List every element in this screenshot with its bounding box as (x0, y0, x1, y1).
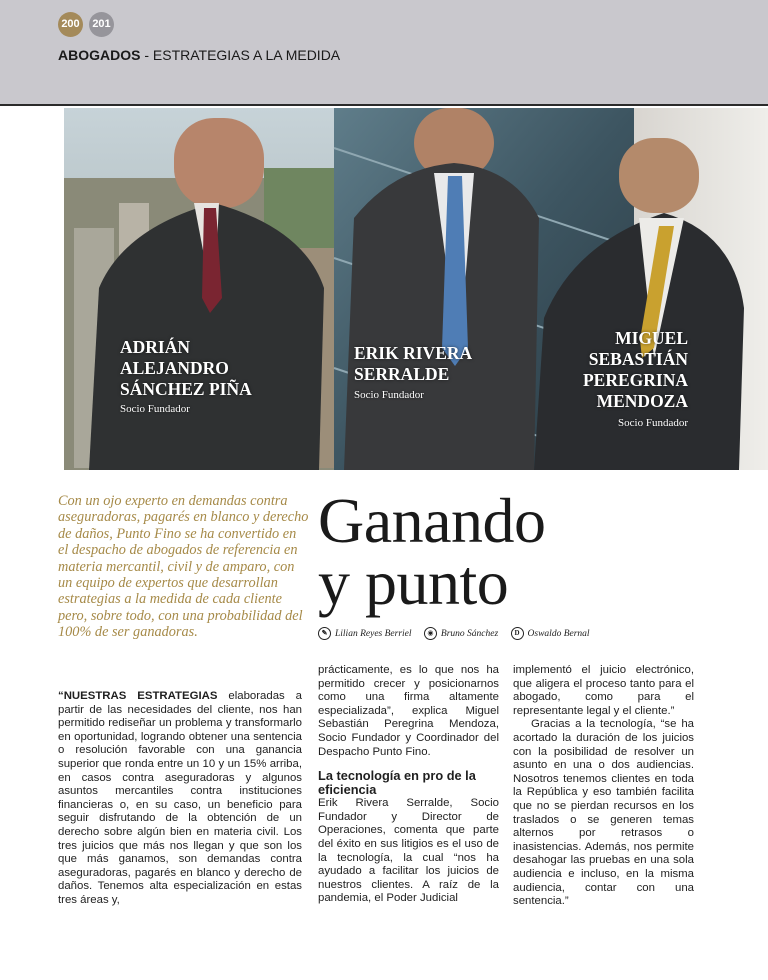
article-title (318, 485, 738, 618)
section-label-rest: - ESTRATEGIAS A LA MEDIDA (140, 47, 341, 63)
person-3-name-line: MENDOZA (596, 391, 688, 411)
article-title-line-1: Ganando (318, 485, 546, 556)
person-3-role: Socio Fundador (618, 417, 688, 429)
person-1-name-line: ALEJANDRO (120, 358, 229, 378)
body-paragraph: prácticamente, es lo que nos ha permitido crecer y posicionarnos como una firma altamente especializada”, explica Miguel Sebastián Peregrina Mendoza, Socio Fundador y Coordinador del Despacho Punto Fino. (318, 664, 499, 758)
body-paragraph: Gracias a la tecnología, “se ha acortado la duración de los juicios con la posibilidad de resolver un asunto en una o dos audiencias. Nosotros tenemos clientes en toda la República y eso también facilita que no se pierdan recursos en los traslados o se generen temas alternos por retrasos o inasistencias. Además, nos permite desahogar las pruebas en una sola audiencia e incluso, en la misma audiencia, contar con una sentencia.” (513, 718, 694, 908)
person-1-name (120, 337, 252, 400)
person-2-name (354, 343, 472, 385)
camera-icon: ◉ (424, 627, 437, 640)
body-column-1 (58, 690, 302, 908)
credit-photographer-name: Bruno Sánchez (440, 628, 499, 639)
person-1-role: Socio Fundador (120, 403, 190, 415)
person-1-name-line: ADRIÁN (120, 337, 190, 357)
section-label-bold: ABOGADOS (58, 47, 141, 63)
person-2-role: Socio Fundador (354, 389, 424, 401)
team-photo-illustration (64, 108, 768, 470)
body-text: elaboradas a partir de las necesidades del cliente, nos han permitido rediseñar un problema y transformarlo en oportunidad, logrando obtener una sentencia o resolución favorable con una ganancia superior que ronda entre un 10 y un 15% arriba, en casos contra aseguradoras y algunos asuntos mercantiles contra instituciones financieras o, en su caso, un beneficio para seguir disfrutando de la obtención de un derecho sobre algún bien en materia civil. Los tres juicios que más nos llegan y que son los que más ganamos, son demandas contra aseguradoras, pagarés en blanco y derecho de daños. Tenemos alta especialización en estas tres áreas y, (58, 690, 302, 906)
page-header (0, 0, 768, 106)
person-3-name-line: MIGUEL (615, 328, 688, 348)
credit-designer (511, 627, 590, 640)
person-2-name-line: SERRALDE (354, 364, 450, 384)
person-2-name-line: ERIK RIVERA (354, 343, 473, 363)
team-photo (64, 108, 768, 470)
design-icon: D (511, 627, 524, 640)
section-label (58, 47, 340, 63)
credit-designer-name: Oswaldo Bernal (527, 628, 590, 639)
page-number-left: 200 (58, 12, 83, 37)
credit-photographer (424, 627, 498, 640)
body-lead-in: “NUESTRAS ESTRATEGIAS (58, 690, 218, 702)
person-3-name-line: SEBASTIÁN (588, 349, 688, 369)
body-paragraph: implementó el juicio electrónico, que aligera el proceso tanto para el abogado, como para el representante legal y el cliente.” (513, 664, 694, 717)
body-paragraph (58, 690, 302, 908)
article-title-line-2: y punto (318, 547, 509, 618)
body-column-3 (513, 664, 694, 909)
body-paragraph: Erik Rivera Serralde, Socio Fundador y Director de Operaciones, comenta que parte del éxito en sus litigios es el uso de la tecnología, la cual “nos ha ayudado a facilitar los juicios de nuestros clientes. A raíz de la pandemia, el Poder Judicial (318, 797, 499, 905)
subheading: La tecnología en pro de la eficiencia (318, 768, 476, 797)
person-3-name-line: PEREGRINA (582, 370, 688, 390)
pencil-icon: ✎ (318, 627, 331, 640)
person-1-name-line: SÁNCHEZ PIÑA (120, 379, 252, 399)
person-3-name (583, 328, 688, 412)
body-column-2 (318, 664, 499, 906)
credit-writer-name: Lilian Reyes Berriel (335, 628, 412, 639)
lead-paragraph: Con un ojo experto en demandas contra aseguradoras, pagarés en blanco y derecho de daños, Punto Fino se ha convertido en el despacho de abogados de referencia en materia mercantil, civil y de amparo, con un equipo de expertos que desarrollan estrategias a la medida de cada cliente pero, sobre todo, con una probabilidad del 100% de ser ganadoras. (58, 493, 309, 641)
page-number-right: 201 (89, 12, 114, 37)
credits (318, 627, 738, 640)
credit-writer (318, 627, 412, 640)
